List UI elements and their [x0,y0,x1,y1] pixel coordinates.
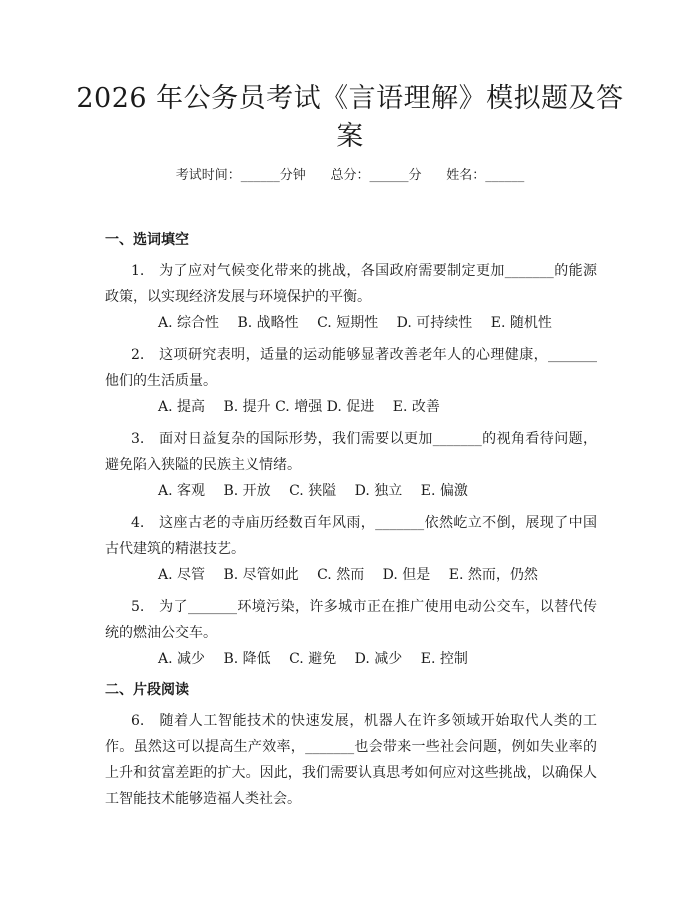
question-5-options: A. 减少 B. 降低 C. 避免 D. 减少 E. 控制 [158,651,468,667]
question-6: 6. 随着人工智能技术的快速发展，机器人在许多领域开始取代人类的工作。虽然这可以提高生产效率，_______也会带来一些社会问题，例如失业率的上升和贫富差距的扩大。因此，我们需要认真思考如何应对这些挑战，以确保人工智能技术能够造福人类社会。 [105,713,597,807]
question-2: 2. 这项研究表明，适量的运动能够显著改善老年人的心理健康，_______他们的生活质量。 [105,347,597,389]
question-1: 1. 为了应对气候变化带来的挑战，各国政府需要制定更加_______的能源政策，以实现经济发展与环境保护的平衡。 [105,263,597,305]
question-4-options: A. 尽管 B. 尽管如此 C. 然而 D. 但是 E. 然而，仍然 [158,567,538,583]
question-4: 4. 这座古老的寺庙历经数百年风雨，_______依然屹立不倒，展现了中国古代建筑的精湛技艺。 [105,515,597,557]
section-heading-fill-in: 一、选词填空 [105,232,189,248]
document-title: 2026 年公务员考试《言语理解》模拟题及答案 [76,83,624,152]
question-2-options: A. 提高 B. 提升 C. 增强 D. 促进 E. 改善 [158,399,440,415]
exam-info-line: 考试时间：______分钟 总分：______分 姓名：______ [175,168,525,183]
question-1-options: A. 综合性 B. 战略性 C. 短期性 D. 可持续性 E. 随机性 [158,315,552,331]
section-heading-reading: 二、片段阅读 [105,682,189,698]
question-5: 5. 为了_______环境污染，许多城市正在推广使用电动公交车，以替代传统的燃油公交车。 [105,599,597,641]
question-3: 3. 面对日益复杂的国际形势，我们需要以更加_______的视角看待问题，避免陷入狭隘的民族主义情绪。 [105,431,597,473]
question-3-options: A. 客观 B. 开放 C. 狭隘 D. 独立 E. 偏激 [158,483,468,499]
